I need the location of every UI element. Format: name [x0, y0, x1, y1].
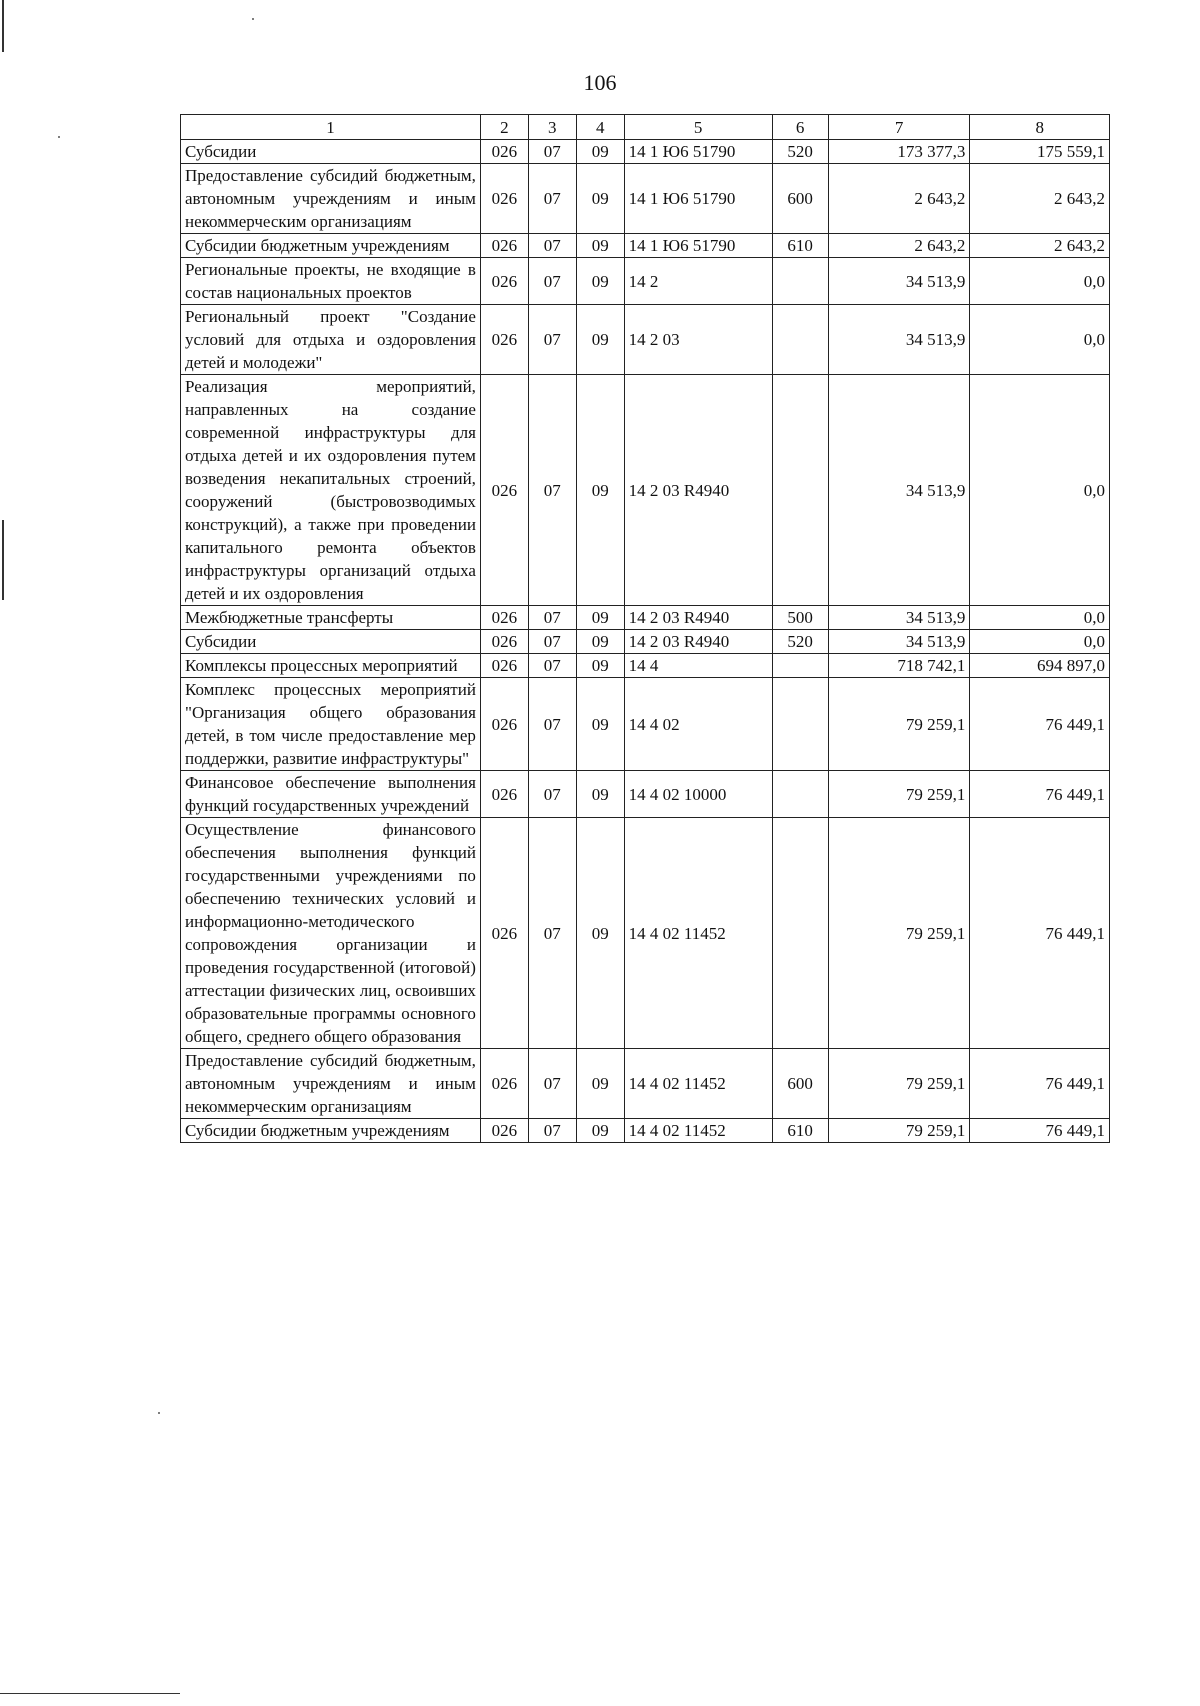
amount-year-1: 79 259,1 — [828, 818, 970, 1049]
expense-type-code: 520 — [772, 630, 828, 654]
ministry-code: 026 — [480, 771, 528, 818]
ministry-code: 026 — [480, 375, 528, 606]
table-row — [181, 771, 1110, 818]
amount-year-2: 76 449,1 — [970, 678, 1110, 771]
expense-type-code — [772, 375, 828, 606]
row-name: Межбюджетные трансферты — [181, 606, 481, 630]
ministry-code: 026 — [480, 1119, 528, 1143]
target-article-code: 14 2 03 R4940 — [624, 630, 772, 654]
section-code: 07 — [528, 654, 576, 678]
section-code: 07 — [528, 375, 576, 606]
ministry-code: 026 — [480, 606, 528, 630]
column-header-6: 6 — [772, 115, 828, 140]
ministry-code: 026 — [480, 818, 528, 1049]
table-row — [181, 818, 1110, 1049]
expense-type-code: 520 — [772, 140, 828, 164]
column-header-5: 5 — [624, 115, 772, 140]
subsection-code: 09 — [576, 234, 624, 258]
target-article-code: 14 2 — [624, 258, 772, 305]
row-name: Комплекс процессных мероприятий "Организация общего образования детей, в том числе предоставление мер поддержки, развитие инфраструктуры" — [181, 678, 481, 771]
amount-year-2: 76 449,1 — [970, 1119, 1110, 1143]
row-name: Предоставление субсидий бюджетным, автономным учреждениям и иным некоммерческим организациям — [181, 1049, 481, 1119]
amount-year-2: 0,0 — [970, 606, 1110, 630]
section-code: 07 — [528, 305, 576, 375]
expense-type-code: 600 — [772, 164, 828, 234]
table-row — [181, 606, 1110, 630]
row-name: Субсидии — [181, 630, 481, 654]
budget-table — [180, 114, 1110, 1143]
amount-year-2: 0,0 — [970, 305, 1110, 375]
table-row — [181, 1049, 1110, 1119]
subsection-code: 09 — [576, 678, 624, 771]
table-row — [181, 305, 1110, 375]
row-name: Субсидии бюджетным учреждениям — [181, 234, 481, 258]
amount-year-1: 34 513,9 — [828, 630, 970, 654]
target-article-code: 14 4 02 — [624, 678, 772, 771]
section-code: 07 — [528, 771, 576, 818]
section-code: 07 — [528, 606, 576, 630]
row-name: Реализация мероприятий, направленных на создание современной инфраструктуры для отдыха детей и их оздоровления путем возведения некапитальных строений, сооружений (быстровозводимых конструкций), а также при проведении капитального ремонта объектов инфраструктуры организаций отдыха детей и их оздоровления — [181, 375, 481, 606]
section-code: 07 — [528, 818, 576, 1049]
scan-speck — [58, 136, 60, 138]
column-header-3: 3 — [528, 115, 576, 140]
amount-year-1: 79 259,1 — [828, 1119, 970, 1143]
target-article-code: 14 4 02 10000 — [624, 771, 772, 818]
expense-type-code: 600 — [772, 1049, 828, 1119]
target-article-code: 14 1 Ю6 51790 — [624, 140, 772, 164]
column-header-4: 4 — [576, 115, 624, 140]
ministry-code: 026 — [480, 1049, 528, 1119]
subsection-code: 09 — [576, 1049, 624, 1119]
expense-type-code: 610 — [772, 1119, 828, 1143]
table-row — [181, 258, 1110, 305]
table-row — [181, 234, 1110, 258]
amount-year-1: 34 513,9 — [828, 305, 970, 375]
amount-year-2: 76 449,1 — [970, 818, 1110, 1049]
section-code: 07 — [528, 678, 576, 771]
ministry-code: 026 — [480, 234, 528, 258]
target-article-code: 14 2 03 R4940 — [624, 375, 772, 606]
row-name: Предоставление субсидий бюджетным, автономным учреждениям и иным некоммерческим организациям — [181, 164, 481, 234]
amount-year-2: 2 643,2 — [970, 234, 1110, 258]
target-article-code: 14 1 Ю6 51790 — [624, 234, 772, 258]
amount-year-2: 2 643,2 — [970, 164, 1110, 234]
expense-type-code: 500 — [772, 606, 828, 630]
subsection-code: 09 — [576, 258, 624, 305]
page-number: 106 — [583, 70, 617, 95]
ministry-code: 026 — [480, 630, 528, 654]
expense-type-code — [772, 654, 828, 678]
amount-year-1: 79 259,1 — [828, 678, 970, 771]
subsection-code: 09 — [576, 164, 624, 234]
amount-year-2: 0,0 — [970, 258, 1110, 305]
table-row — [181, 678, 1110, 771]
ministry-code: 026 — [480, 164, 528, 234]
column-header-1: 1 — [181, 115, 481, 140]
section-code: 07 — [528, 140, 576, 164]
amount-year-1: 2 643,2 — [828, 234, 970, 258]
amount-year-1: 718 742,1 — [828, 654, 970, 678]
amount-year-2: 694 897,0 — [970, 654, 1110, 678]
ministry-code: 026 — [480, 654, 528, 678]
row-name: Финансовое обеспечение выполнения функций государственных учреждений — [181, 771, 481, 818]
expense-type-code — [772, 305, 828, 375]
amount-year-2: 76 449,1 — [970, 1049, 1110, 1119]
table-header-row — [181, 115, 1110, 140]
section-code: 07 — [528, 234, 576, 258]
row-name: Комплексы процессных мероприятий — [181, 654, 481, 678]
section-code: 07 — [528, 258, 576, 305]
expense-type-code — [772, 678, 828, 771]
target-article-code: 14 2 03 — [624, 305, 772, 375]
subsection-code: 09 — [576, 375, 624, 606]
amount-year-2: 0,0 — [970, 630, 1110, 654]
table-row — [181, 1119, 1110, 1143]
scan-speck — [252, 18, 254, 20]
row-name: Региональные проекты, не входящие в состав национальных проектов — [181, 258, 481, 305]
scan-edge-mark — [2, 520, 4, 600]
expense-type-code — [772, 818, 828, 1049]
subsection-code: 09 — [576, 818, 624, 1049]
amount-year-1: 2 643,2 — [828, 164, 970, 234]
table-row — [181, 654, 1110, 678]
target-article-code: 14 4 02 11452 — [624, 1049, 772, 1119]
amount-year-1: 79 259,1 — [828, 1049, 970, 1119]
ministry-code: 026 — [480, 258, 528, 305]
table-row — [181, 140, 1110, 164]
row-name: Субсидии бюджетным учреждениям — [181, 1119, 481, 1143]
amount-year-1: 34 513,9 — [828, 606, 970, 630]
column-header-2: 2 — [480, 115, 528, 140]
scan-speck — [158, 1412, 160, 1414]
target-article-code: 14 4 02 11452 — [624, 818, 772, 1049]
scan-edge-mark — [2, 0, 4, 52]
expense-type-code — [772, 771, 828, 818]
ministry-code: 026 — [480, 678, 528, 771]
amount-year-1: 79 259,1 — [828, 771, 970, 818]
target-article-code: 14 2 03 R4940 — [624, 606, 772, 630]
ministry-code: 026 — [480, 305, 528, 375]
amount-year-1: 34 513,9 — [828, 375, 970, 606]
amount-year-2: 0,0 — [970, 375, 1110, 606]
amount-year-1: 173 377,3 — [828, 140, 970, 164]
table-row — [181, 164, 1110, 234]
ministry-code: 026 — [480, 140, 528, 164]
target-article-code: 14 1 Ю6 51790 — [624, 164, 772, 234]
row-name: Региональный проект "Создание условий для отдыха и оздоровления детей и молодежи" — [181, 305, 481, 375]
expense-type-code — [772, 258, 828, 305]
subsection-code: 09 — [576, 606, 624, 630]
subsection-code: 09 — [576, 654, 624, 678]
subsection-code: 09 — [576, 630, 624, 654]
section-code: 07 — [528, 164, 576, 234]
section-code: 07 — [528, 630, 576, 654]
column-header-7: 7 — [828, 115, 970, 140]
scan-edge-mark — [0, 1693, 180, 1694]
table-row — [181, 375, 1110, 606]
target-article-code: 14 4 — [624, 654, 772, 678]
expense-type-code: 610 — [772, 234, 828, 258]
column-header-8: 8 — [970, 115, 1110, 140]
table-row — [181, 630, 1110, 654]
subsection-code: 09 — [576, 140, 624, 164]
target-article-code: 14 4 02 11452 — [624, 1119, 772, 1143]
subsection-code: 09 — [576, 305, 624, 375]
amount-year-1: 34 513,9 — [828, 258, 970, 305]
row-name: Осуществление финансового обеспечения выполнения функций государственными учреждениями по обеспечению технических условий и информационно-методического сопровождения организации и проведения государственной (итоговой) аттестации физических лиц, освоивших образовательные программы основного общего, среднего общего образования — [181, 818, 481, 1049]
amount-year-2: 76 449,1 — [970, 771, 1110, 818]
section-code: 07 — [528, 1119, 576, 1143]
amount-year-2: 175 559,1 — [970, 140, 1110, 164]
subsection-code: 09 — [576, 771, 624, 818]
section-code: 07 — [528, 1049, 576, 1119]
row-name: Субсидии — [181, 140, 481, 164]
subsection-code: 09 — [576, 1119, 624, 1143]
